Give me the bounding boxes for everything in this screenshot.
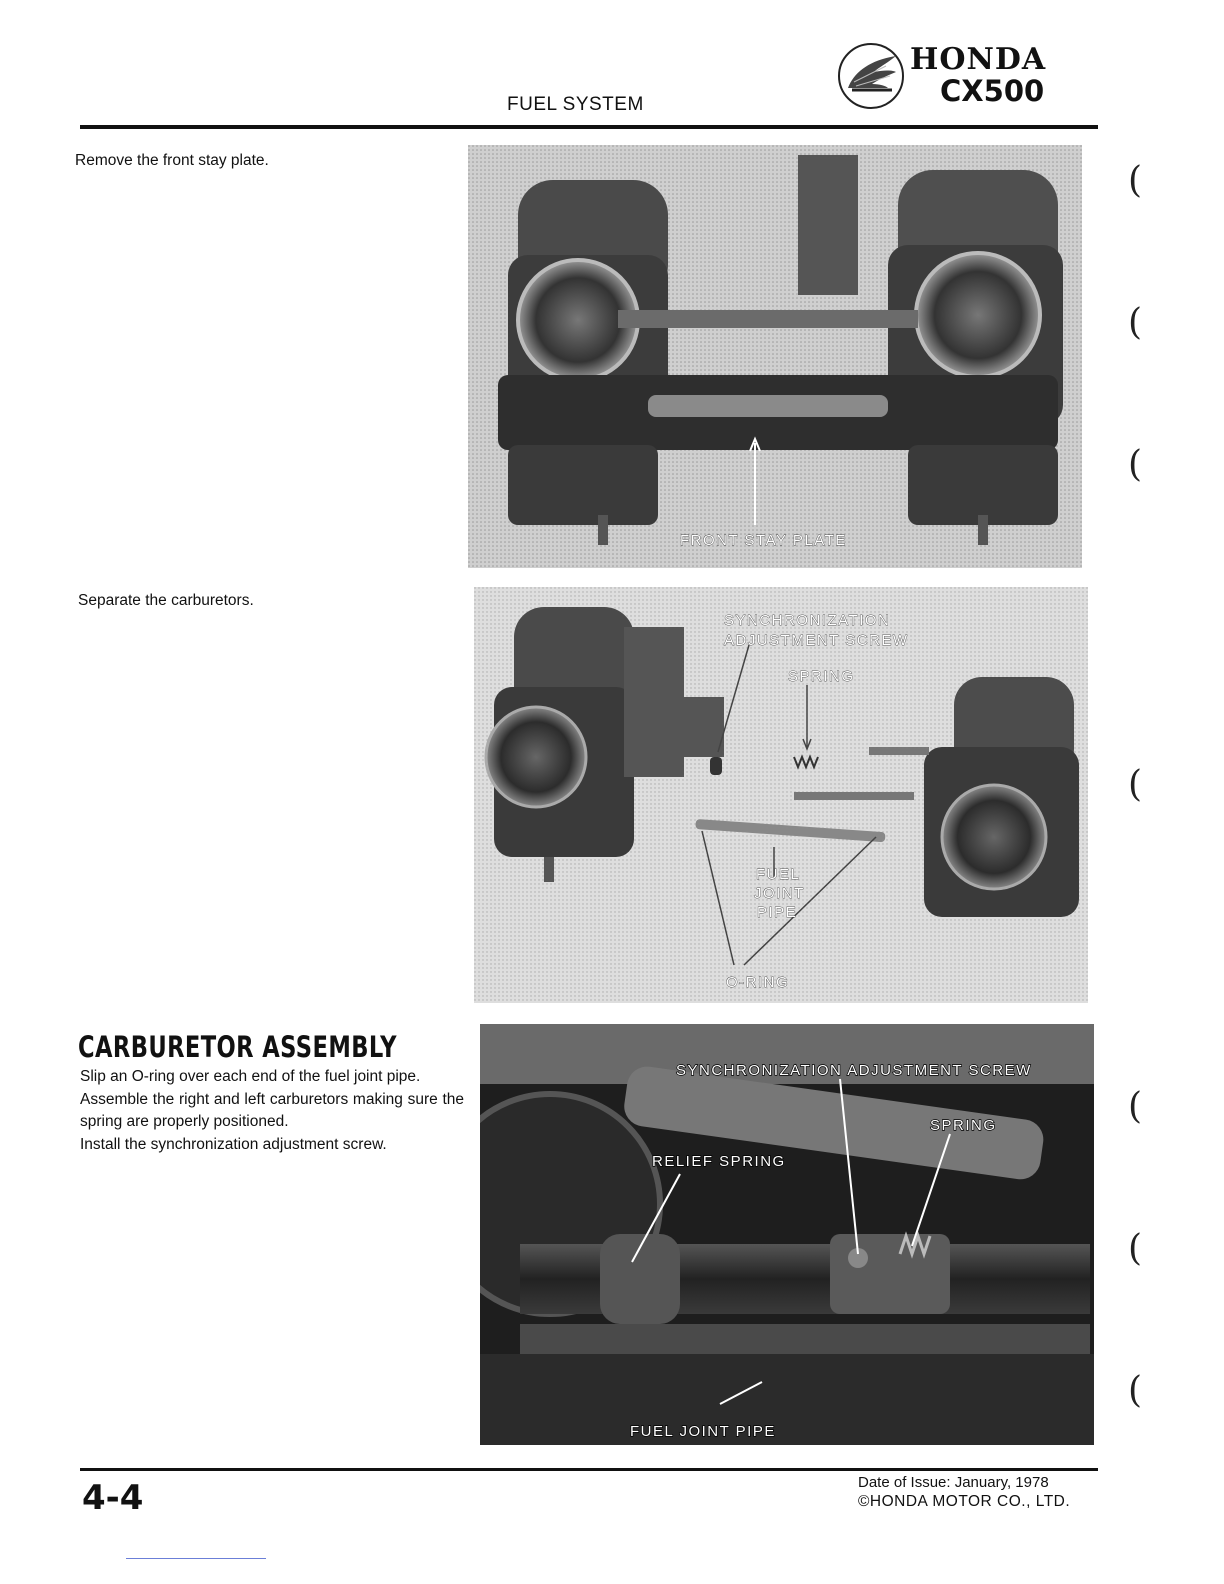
binder-mark: ( bbox=[1128, 160, 1143, 201]
honda-wing-logo-icon bbox=[834, 42, 908, 110]
label-spring: SPRING bbox=[788, 668, 855, 685]
label-relief-spring: RELIEF SPRING bbox=[652, 1153, 786, 1170]
label-fuel-line-3: PIPE bbox=[757, 904, 798, 921]
binder-mark: ( bbox=[1128, 764, 1143, 805]
issue-date: Date of Issue: January, 1978 bbox=[858, 1474, 1049, 1491]
photo-carburetor-assembly bbox=[480, 1024, 1094, 1445]
label-sync-line-2: ADJUSTMENT SCREW bbox=[724, 632, 909, 649]
brand-name: HONDA bbox=[910, 42, 1047, 77]
label-sync-line-1: SYNCHRONIZATION bbox=[724, 612, 891, 629]
header-rule bbox=[80, 125, 1098, 129]
label-fuel-joint-pipe: FUEL JOINT PIPE bbox=[630, 1423, 776, 1440]
binder-mark: ( bbox=[1128, 1086, 1143, 1127]
page-number: 4-4 bbox=[82, 1478, 144, 1518]
model-name: CX500 bbox=[940, 74, 1045, 108]
assembly-instructions bbox=[80, 1066, 464, 1156]
photo-front-stay-plate bbox=[468, 145, 1082, 568]
copyright: ©HONDA MOTOR CO., LTD. bbox=[858, 1493, 1071, 1510]
carburetor-assembly-heading: CARBURETOR ASSEMBLY bbox=[78, 1030, 397, 1064]
section-title: FUEL SYSTEM bbox=[507, 94, 644, 115]
photo-separated-carburetors bbox=[474, 587, 1088, 1003]
assembly-step-install-screw: Install the synchronization adjustment screw. bbox=[80, 1135, 387, 1153]
step-separate-carburetors: Separate the carburetors. bbox=[78, 592, 254, 609]
link-underline bbox=[126, 1558, 266, 1559]
label-o-ring: O-RING bbox=[726, 974, 790, 991]
assembly-step-assemble: Assemble the right and left carburetors making sure the spring are properly positioned. bbox=[80, 1090, 464, 1130]
binder-mark: ( bbox=[1128, 444, 1143, 485]
step-remove-front-stay-plate: Remove the front stay plate. bbox=[75, 152, 269, 169]
binder-mark: ( bbox=[1128, 302, 1143, 343]
footer-rule bbox=[80, 1468, 1098, 1471]
assembly-step-oring: Slip an O-ring over each end of the fuel joint pipe. bbox=[80, 1068, 421, 1085]
binder-mark: ( bbox=[1128, 1370, 1143, 1411]
label-fuel-line-2: JOINT bbox=[754, 885, 805, 902]
label-front-stay-plate: FRONT STAY PLATE bbox=[680, 532, 847, 549]
label-fuel-line-1: FUEL bbox=[756, 866, 801, 883]
binder-mark: ( bbox=[1128, 1228, 1143, 1269]
label-sync-adjustment-screw: SYNCHRONIZATION ADJUSTMENT SCREW bbox=[676, 1062, 1032, 1079]
label-spring: SPRING bbox=[930, 1117, 997, 1134]
